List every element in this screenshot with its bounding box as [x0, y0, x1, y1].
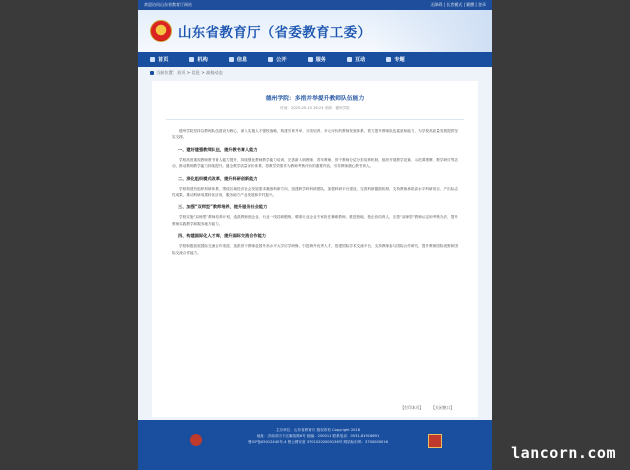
breadcrumb-text[interactable]: 当前位置：首页 > 信息 > 高校动态	[156, 70, 223, 75]
nav-label: 首页	[158, 57, 169, 63]
top-links[interactable]: 无障碍 | 长者模式 | 繁體 | 登录	[430, 2, 486, 7]
public-icon	[268, 57, 273, 62]
print-button[interactable]: 【打印本页】	[400, 405, 424, 410]
article-actions	[400, 405, 454, 411]
site-footer	[138, 420, 492, 470]
browser-page	[138, 0, 492, 470]
nav-label: 机构	[197, 57, 208, 63]
paragraph: 德州学院坚持以教师队伍建设为核心，深入实施人才强校战略，构建引育并举、分类培养、多元评价的教师发展体系，着力提升教师队伍素质和能力，为学校高质量发展提供坚实支撑。	[172, 129, 458, 140]
nav-item-home[interactable]	[150, 56, 168, 63]
article-title: 德州学院：多措并举提升教师队伍能力	[265, 96, 365, 102]
info-icon	[229, 57, 234, 62]
nav-item-topic[interactable]	[386, 56, 404, 63]
nav-label: 信息	[236, 57, 248, 63]
nav-item-info[interactable]	[229, 56, 247, 63]
home-icon	[150, 57, 155, 62]
main-nav	[138, 52, 492, 67]
section-heading: 一、建好建强教师队伍，提升教书育人能力	[178, 146, 258, 152]
section-heading: 四、构建国际化人才库，提升国际交流合作能力	[178, 233, 266, 239]
interact-icon	[347, 57, 352, 62]
top-strip	[138, 0, 492, 10]
close-window-button[interactable]: 【关闭窗口】	[431, 405, 454, 410]
nav-label: 互动	[354, 57, 366, 63]
org-icon	[189, 57, 194, 62]
paragraph: 学校积极拓展国际交流合作渠道，选派骨干教师赴国外高水平大学访学研修，引进海外优秀人才，搭建国际学术交流平台，支持教师参与国际合作研究，提升教师国际视野和国际交流合作能力。	[172, 244, 458, 255]
footer-info	[208, 427, 428, 446]
watermark: lancorn.com	[511, 444, 616, 462]
paragraph: 学校实施“双师型”教师培养计划，选派教师到企业、行业一线挂职锻炼，聘请行业企业专家担任兼职教师，推进校地、校企协同育人，完善“双师型”教师认定和考核办法，提升教师实践教学和服务地方能力。	[172, 215, 458, 226]
section-heading: 二、深化组织模式改革，提升科研创新能力	[178, 175, 258, 181]
footer-line: 地址：济南市历下区解放路6号 邮编：250011 联系电话：0531-81916691	[256, 434, 380, 439]
article-body	[152, 128, 478, 256]
site-banner	[138, 10, 492, 52]
paragraph: 学校构建有组织科研体系，围绕区域经济社会发展需求凝练科研方向，组建跨学科科研团队，加强科研平台建设，完善科研激励机制，支持教师承担高水平科研项目、产出标志性成果，推动科研成果转化应用，服务地方产业发展和乡村振兴。	[172, 186, 458, 198]
nav-label: 服务	[315, 57, 326, 63]
breadcrumb	[138, 67, 492, 79]
nav-item-interact[interactable]	[347, 56, 365, 63]
welcome-text: 欢迎访问山东省教育厅网站	[144, 2, 192, 7]
gov-logo-icon[interactable]	[190, 434, 202, 446]
emblem-icon	[150, 20, 172, 42]
footer-line: 主办单位：山东省教育厅 版权所有 Copyright 2018	[275, 428, 361, 432]
paragraph: 学校高度重视教师教书育人能力提升，持续强化教师教学能力培训，完善新入职教师、青年教师、骨干教师分层分类培养机制，组织开展教学竞赛、示范课观摩、教学研讨等活动，推动教师教学能力持续提升。健全教学质量评价体系，将教学效果作为教师考核评价的重要内容，引导教师潜心教书育人。	[172, 157, 458, 169]
nav-label: 专题	[394, 57, 405, 63]
site-title: 山东省教育厅（省委教育工委）	[178, 25, 372, 41]
banner-decoration	[372, 10, 492, 52]
nav-item-public[interactable]	[268, 56, 286, 63]
section-heading: 三、加强“双师型”教师培养，提升服务社会能力	[178, 204, 268, 210]
nav-item-org[interactable]	[189, 56, 207, 63]
article-meta: 时间：2025-05-15 16:23 来源：德州学院	[280, 106, 350, 110]
error-report-badge-icon[interactable]	[428, 434, 442, 448]
nav-item-service[interactable]	[308, 56, 326, 63]
location-icon	[150, 71, 154, 75]
article-panel	[152, 81, 478, 417]
service-icon	[308, 57, 313, 62]
divider	[166, 119, 464, 120]
topic-icon	[386, 57, 391, 62]
nav-label: 公开	[276, 57, 287, 63]
footer-line: 鲁ICP备05012440号-4 鲁公网安备 37010202000136号 网站标识码：3700000016	[248, 440, 388, 445]
